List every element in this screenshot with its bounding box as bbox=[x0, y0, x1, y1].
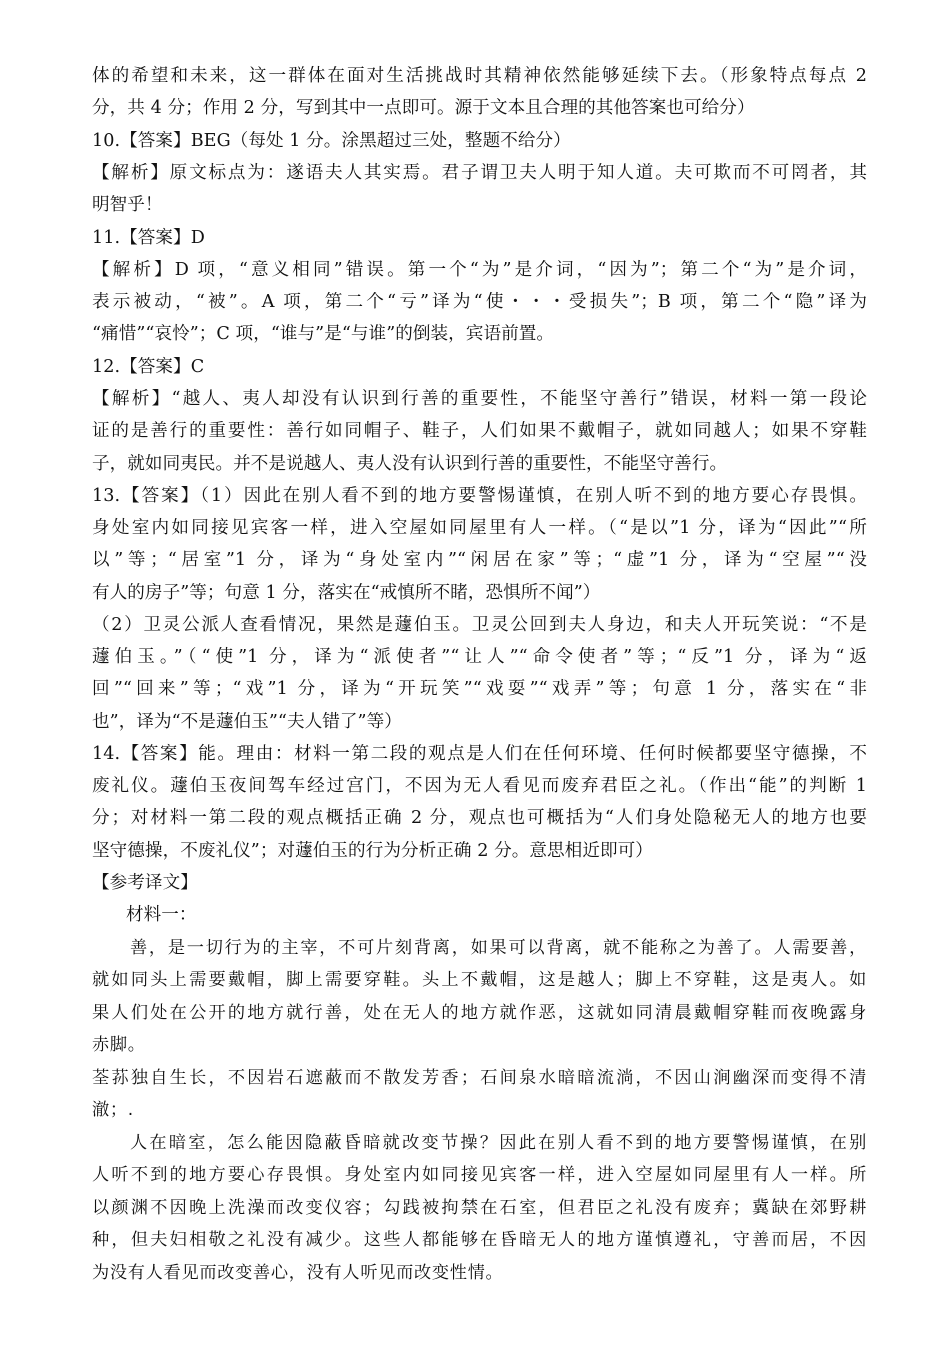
text-line: 【解析】“越人、夷人却没有认识到行善的重要性，不能坚守善行”错误，材料一第一段论 bbox=[92, 389, 867, 409]
text-line: 13.【答案】（1）因此在别人看不到的地方要警惕谨慎，在别人听不到的地方要心存畏惧。 bbox=[92, 486, 867, 506]
text-line: （2）卫灵公派人查看情况，果然是蘧伯玉。卫灵公回到夫人身边，和夫人开玩笑说：“不是 bbox=[92, 615, 867, 635]
translation-line: 善，是一切行为的主宰，不可片刻背离，如果可以背离，就不能称之为善了。人需要善， bbox=[130, 938, 867, 958]
material-label: 材料一： bbox=[126, 905, 197, 925]
text-line: 12.【答案】C bbox=[92, 357, 205, 377]
text-line: 坚守德操，不废礼仪”；对蘧伯玉的行为分析正确 2 分。意思相近即可） bbox=[92, 841, 653, 861]
text-line: 【解析】D 项，“意义相同”错误。第一个“为”是介词，“因为”；第二个“为”是介词， bbox=[92, 260, 867, 280]
text-line: 回”“回来”等；“戏”1 分，译为“开玩笑”“戏耍”“戏弄”等；句意 1 分，落实在“非 bbox=[92, 679, 867, 699]
text-line: 子，就如同夷民。并不是说越人、夷人没有认识到行善的重要性，不能坚守善行。 bbox=[92, 454, 728, 474]
translation-line: 澈；. bbox=[92, 1100, 134, 1120]
text-line: “痛惜”“哀怜”；C 项，“谁与”是“与谁”的倒装，宾语前置。 bbox=[92, 324, 555, 344]
text-line: 证的是善行的重要性：善行如同帽子、鞋子，人们如果不戴帽子，就如同越人；如果不穿鞋 bbox=[92, 421, 867, 441]
translation-line: 人听不到的地方要心存畏惧。身处室内如同接见宾客一样，进入空屋如同屋里有人一样。所 bbox=[92, 1165, 867, 1185]
translation-line: 为没有人看见而改变善心，没有人听见而改变性情。 bbox=[92, 1263, 504, 1283]
translation-line: 种，但夫妇相敬之礼没有减少。这些人都能够在昏暗无人的地方谨慎遵礼，守善而居，不因 bbox=[92, 1230, 867, 1250]
translation-line: 以颜渊不因晚上洗澡而改变仪容；勾践被拘禁在石室，但君臣之礼没有废弃；冀缺在郊野耕 bbox=[92, 1198, 867, 1218]
text-line: 以”等；“居室”1 分，译为“身处室内”“闲居在家”等；“虚”1 分，译为“空屋”“没 bbox=[92, 550, 867, 570]
text-line: 废礼仪。蘧伯玉夜间驾车经过宫门，不因为无人看见而废弃君臣之礼。（作出“能”的判断 1 bbox=[92, 776, 867, 796]
text-line: 【解析】原文标点为：遂语夫人其实焉。君子谓卫夫人明于知人道。夫可欺而不可罔者，其 bbox=[92, 163, 867, 183]
text-line: 分；对材料一第二段的观点概括正确 2 分，观点也可概括为“人们身处隐秘无人的地方也要 bbox=[92, 808, 867, 828]
translation-line: 人在暗室，怎么能因隐蔽昏暗就改变节操？因此在别人看不到的地方要警惕谨慎，在别 bbox=[130, 1133, 867, 1153]
text-line: 有人的房子”等；句意 1 分，落实在“戒慎所不睹，恐惧所不闻”） bbox=[92, 583, 601, 603]
text-line: 11.【答案】D bbox=[92, 228, 205, 248]
text-line: 也”，译为“不是蘧伯玉”“夫人错了”等） bbox=[92, 712, 402, 732]
text-line: 身处室内如同接见宾客一样，进入空屋如同屋里有人一样。（“是以”1 分，译为“因此”“所 bbox=[92, 518, 867, 538]
translation-line: 果人们处在公开的地方就行善，处在无人的地方就作恶，这就如同清晨戴帽穿鞋而夜晚露身 bbox=[92, 1003, 867, 1023]
section-heading: 【参考译文】 bbox=[92, 873, 198, 893]
text-line: 体的希望和未来，这一群体在面对生活挑战时其精神依然能够延续下去。（形象特点每点 2 bbox=[92, 66, 867, 86]
text-line: 10.【答案】BEG（每处 1 分。涂黑超过三处，整题不给分） bbox=[92, 131, 571, 151]
text-line: 明智乎！ bbox=[92, 195, 163, 215]
text-line: 蘧伯玉。”（“使”1 分，译为“派使者”“让人”“命令使者”等；“反”1 分，译为“返 bbox=[92, 647, 867, 667]
text-line: 表示被动，“被”。A 项，第二个“亏”译为“使・・・受损失”；B 项，第二个“隐”译为 bbox=[92, 292, 867, 312]
text-line: 14.【答案】能。理由：材料一第二段的观点是人们在任何环境、任何时候都要坚守德操，不 bbox=[92, 744, 867, 764]
translation-line: 就如同头上需要戴帽，脚上需要穿鞋。头上不戴帽，这是越人；脚上不穿鞋，这是夷人。如 bbox=[92, 970, 867, 990]
text-line: 分，共 4 分；作用 2 分，写到其中一点即可。源于文本且合理的其他答案也可给分） bbox=[92, 98, 755, 118]
translation-line: 赤脚。 bbox=[92, 1035, 146, 1055]
translation-line: 荃荪独自生长，不因岩石遮蔽而不散发芳香；石间泉水暗暗流淌，不因山涧幽深而变得不清 bbox=[92, 1068, 867, 1088]
